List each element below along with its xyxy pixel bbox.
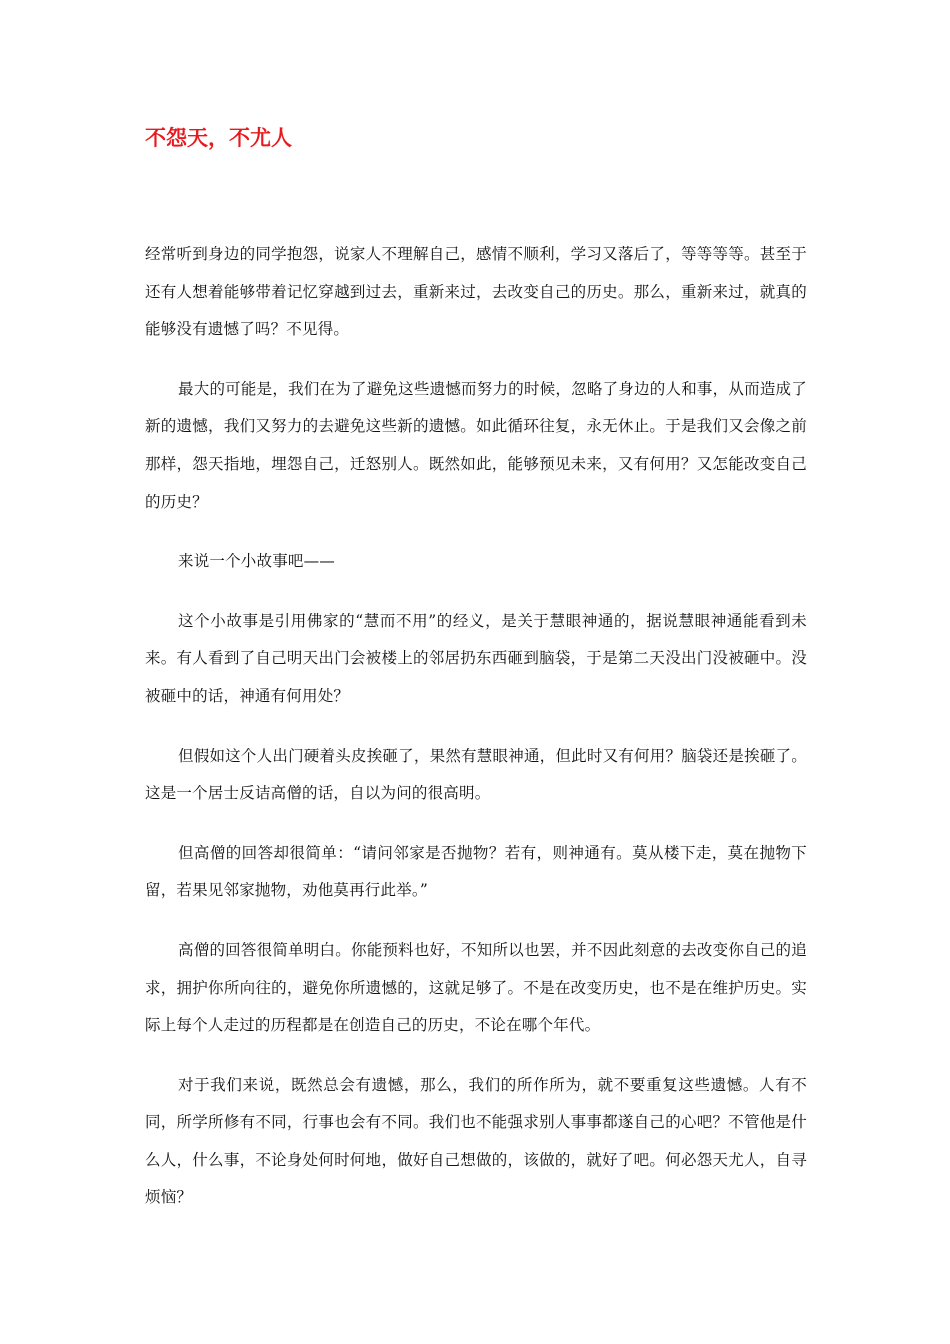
paragraph-3: 来说一个小故事吧—— <box>178 552 336 571</box>
paragraph-5: 但假如这个人出门硬着头皮挨砸了，果然有慧眼神通，但此时又有何用？脑袋还是挨砸了。这是一个居士反诘高僧的话，自以为问的很高明。 <box>145 746 807 803</box>
paragraph-7: 高僧的回答很简单明白。你能预料也好，不知所以也罢，并不因此刻意的去改变你自己的追求，拥护你所向往的，避免你所遗憾的，这就足够了。不是在改变历史，也不是在维护历史。实际上每个人走过的历程都是在创造自己的历史，不论在哪个年代。 <box>145 940 807 1035</box>
document-body <box>145 236 807 1239</box>
document-title: 不怨天，不尤人 <box>145 125 292 150</box>
paragraph-2: 最大的可能是，我们在为了避免这些遗憾而努力的时候，忽略了身边的人和事，从而造成了新的遗憾，我们又努力的去避免这些新的遗憾。如此循环往复，永无休止。于是我们又会像之前那样，怨天指地，埋怨自己，迁怒别人。既然如此，能够预见未来，又有何用？又怎能改变自己的历史？ <box>145 379 807 511</box>
paragraph-1: 经常听到身边的同学抱怨，说家人不理解自己，感情不顺利，学习又落后了，等等等等。甚至于还有人想着能够带着记忆穿越到过去，重新来过，去改变自己的历史。那么，重新来过，就真的能够没有遗憾了吗？不见得。 <box>145 245 807 339</box>
paragraph-8: 对于我们来说，既然总会有遗憾，那么，我们的所作所为，就不要重复这些遗憾。人有不同，所学所修有不同，行事也会有不同。我们也不能强求别人事事都遂自己的心吧？不管他是什么人，什么事，不论身处何时何地，做好自己想做的，该做的，就好了吧。何必怨天尤人，自寻烦恼？ <box>145 1075 807 1207</box>
paragraph-4: 这个小故事是引用佛家的“慧而不用”的经义，是关于慧眼神通的，据说慧眼神通能看到未来。有人看到了自己明天出门会被楼上的邻居扔东西砸到脑袋，于是第二天没出门没被砸中。没被砸中的话，神通有何用处？ <box>145 611 807 705</box>
paragraph-6: 但高僧的回答却很简单：“请问邻家是否抛物？若有，则神通有。莫从楼下走，莫在抛物下留，若果见邻家抛物，劝他莫再行此举。” <box>145 843 807 900</box>
